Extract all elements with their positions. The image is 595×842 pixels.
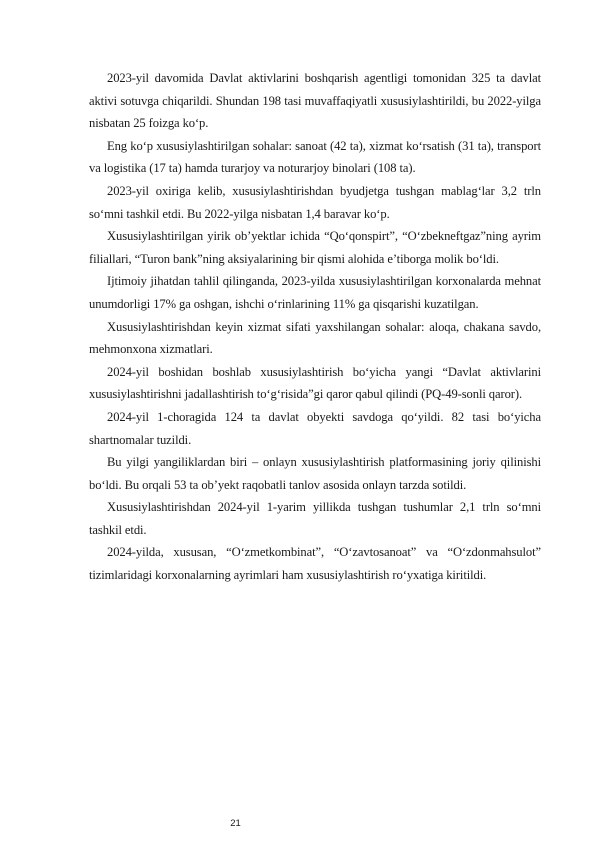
- paragraph-2024-list: 2024-yilda, xususan, “O‘zmetkombinat”, “O‘zavtosanoat” va “O‘zdonmahsulot” tizimlaridagi korxonalarning ayrimlari ham xususiylashtirish ro‘yxatiga kiritildi.: [89, 545, 541, 583]
- paragraph-top-sectors: Eng ko‘p xususiylashtirilgan sohalar: sanoat (42 ta), xizmat ko‘rsatish (31 ta), transport va logistika (17 ta) hamda turarjoy va noturarjoy binolari (108 ta).: [89, 138, 541, 176]
- paragraph-q1-2024: 2024-yil 1-choragida 124 ta davlat obyekti savdoga qo‘yildi. 82 tasi bo‘yicha shartnomalar tuzildi.: [89, 409, 541, 447]
- paragraph-large-objects: Xususiylashtirilgan yirik ob’yektlar ichida “Qo‘qonspirt”, “O‘zbekneftgaz”ning ayrim filiallari, “Turon bank”ning aksiyalarining bir qismi alohida e’tiborga molik bo‘ldi.: [89, 229, 541, 266]
- paragraph-online-platform: Bu yilgi yangiliklardan biri – onlayn xususiylashtirish platformasining joriy qilinishi bo‘ldi. Bu orqali 53 ta ob’yekt raqobatli tanlov asosida onlayn tarzda sotildi.: [89, 455, 541, 492]
- paragraph-assets-sold: 2023-yil davomida Davlat aktivlarini boshqarish agentligi tomonidan 325 ta davlat aktivi sotuvga chiqarildi. Shundan 198 tasi muvaffaqiyatli xususiylashtirildi, bu 2022-yilga nisbatan 25 foizga ko‘p.: [89, 71, 541, 131]
- paragraph-social-analysis: Ijtimoiy jihatdan tahlil qilinganda, 2023-yilda xususiylashtirilgan korxonalarda mehnat unumdorligi 17% ga oshgan, ishchi o‘rinlarining 11% ga qisqarishi kuzatilgan.: [89, 274, 541, 311]
- paragraph-new-decree: 2024-yil boshidan boshlab xususiylashtirish bo‘yicha yangi “Davlat aktivlarini xususiylashtirishni jadallashtirish to‘g‘risida”gi qaror qabul qilindi (PQ-49-sonli qaror).: [89, 364, 541, 402]
- paragraph-h1-revenue: Xususiylashtirishdan 2024-yil 1-yarim yillikda tushgan tushumlar 2,1 trln so‘mni tashkil etdi.: [89, 500, 541, 537]
- paragraph-budget-revenue: 2023-yil oxiriga kelib, xususiylashtirishdan byudjetga tushgan mablag‘lar 3,2 trln so‘mni tashkil etdi. Bu 2022-yilga nisbatan 1,4 baravar ko‘p.: [89, 183, 541, 221]
- paragraph-service-quality: Xususiylashtirishdan keyin xizmat sifati yaxshilangan sohalar: aloqa, chakana savdo, mehmonxona xizmatlari.: [89, 319, 541, 357]
- document-body: [89, 67, 541, 587]
- page-number-text: 21: [230, 818, 241, 829]
- page-number: [0, 818, 595, 829]
